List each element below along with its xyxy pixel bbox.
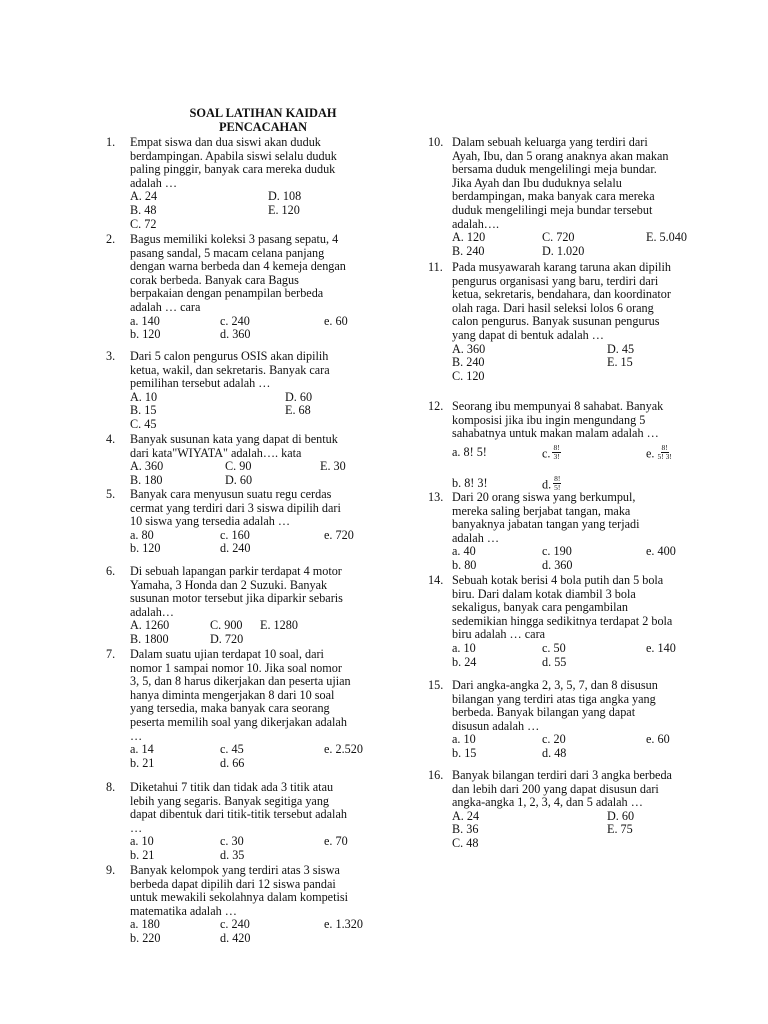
answer-option: a. 14 [130, 742, 154, 757]
answer-option: A. 360 [130, 459, 164, 474]
question-text-line: sedemikian hingga sedikitnya terdapat 2 bola [452, 613, 673, 628]
question-text-line: adalah … [130, 175, 178, 190]
question-11 [428, 261, 720, 383]
answer-option: d. 48 [542, 745, 567, 760]
answer-options [130, 918, 398, 945]
answer-option: D. 1.020 [542, 243, 585, 258]
answer-option: B. 48 [130, 202, 157, 217]
question-text-line: Dalam suatu ujian terdapat 10 soal, dari [130, 647, 324, 661]
fraction: $\frac{8!}{5! 3!}$ [657, 442, 672, 461]
question-text-line: biru. Dari dalam kotak diambil 3 bola [452, 586, 636, 601]
answer-option: E. 1280 [260, 618, 298, 633]
answer-option: D. 60 [225, 472, 253, 487]
question-text-line: calon pengurus. Banyak susunan pengurus [452, 314, 660, 329]
question-text-line: Ayah, Ibu, dan 5 orang anaknya akan makan [452, 148, 669, 163]
answer-option: e. 400 [646, 544, 676, 559]
answer-option: C. 720 [542, 230, 575, 245]
question-text-line: biru adalah … cara [452, 627, 546, 642]
question-text-line: untuk mewakili sekolahnya dalam kompetisi [130, 890, 348, 905]
question-number: 14. [428, 573, 444, 587]
answer-option: d. 360 [220, 327, 251, 342]
answer-option: D. 60 [607, 808, 635, 823]
question-text-line: Diketahui 7 titik dan tidak ada 3 titik atau [130, 780, 334, 794]
question-text-line: Seorang ibu mempunyai 8 sahabat. Banyak [452, 399, 664, 413]
question-text [452, 136, 720, 231]
answer-options [130, 835, 398, 862]
question-text-line: dan lebih dari 200 yang dapat disusun dari [452, 781, 659, 796]
answer-option: e. 60 [324, 313, 348, 328]
answer-option: E. 30 [320, 459, 346, 474]
question-text-line: cermat yang terdiri dari 3 siswa dipilih dari [130, 500, 341, 515]
answer-option: d. $\frac{8!}{5!}$ [542, 473, 561, 492]
question-text-line: angka-angka 1, 2, 3, 4, dan 5 adalah … [452, 795, 643, 810]
question-text [452, 400, 720, 441]
answer-option: b. 21 [130, 755, 155, 770]
answer-option: b. 120 [130, 327, 161, 342]
question-number: 13. [428, 490, 444, 504]
question-text-line: adalah…. [452, 216, 500, 231]
answer-option: c. 20 [542, 732, 566, 747]
question-text [130, 488, 398, 529]
question-number: 16. [428, 768, 444, 782]
answer-option: C. 72 [130, 216, 157, 231]
answer-option: c. 240 [220, 313, 250, 328]
question-3 [106, 350, 398, 432]
question-5 [106, 488, 398, 556]
question-text-line: sahabatnya untuk makan malam adalah … [452, 426, 659, 441]
question-number: 2. [106, 232, 116, 246]
answer-option: d. 35 [220, 847, 245, 862]
question-text-line: Dari 5 calon pengurus OSIS akan dipilih [130, 349, 329, 363]
answer-option: e. 70 [324, 834, 348, 849]
answer-option: c. 240 [220, 917, 250, 932]
document-title [108, 106, 418, 134]
answer-option: B. 180 [130, 472, 163, 487]
answer-option: A. 10 [130, 389, 158, 404]
question-text-line: pasang sandal, 5 macam celana panjang [130, 245, 325, 260]
answer-option: A. 24 [452, 808, 480, 823]
question-text-line: 10 siswa yang tersedia adalah … [130, 514, 291, 529]
question-text-line: Banyak bilangan terdiri dari 3 angka berbeda [452, 768, 672, 782]
question-number: 3. [106, 349, 116, 363]
answer-option: d. 360 [542, 557, 573, 572]
question-text-line: berbeda dapat dipilih dari 12 siswa pandai [130, 876, 336, 891]
answer-option: e. 140 [646, 640, 676, 655]
question-text-line: sekaligus, banyak cara pengambilan [452, 600, 628, 615]
question-1 [106, 136, 398, 231]
answer-option: b. 220 [130, 930, 161, 945]
question-text [130, 648, 398, 743]
answer-option: c. 160 [220, 527, 250, 542]
question-text-line: berdampingan. Apabila siswi selalu duduk [130, 148, 337, 163]
answer-option: E. 68 [285, 403, 311, 418]
question-text [130, 136, 398, 190]
answer-option: c. 45 [220, 742, 244, 757]
answer-option: b. 24 [452, 654, 477, 669]
question-number: 12. [428, 399, 444, 413]
answer-option: c. $\frac{8!}{3!}$ [542, 442, 560, 461]
answer-option: e. 720 [324, 527, 354, 542]
question-text-line: Jika Ayah dan Ibu duduknya selalu [452, 175, 622, 190]
question-text-line: … [130, 820, 143, 835]
answer-option: d. 55 [542, 654, 567, 669]
question-number: 15. [428, 678, 444, 692]
fraction: $\frac{8!}{3!}$ [553, 442, 560, 461]
question-text [452, 769, 720, 810]
answer-options [130, 315, 398, 342]
answer-option: E. 15 [607, 355, 633, 370]
question-text-line: ketua, wakil, dan sekretaris. Banyak cara [130, 362, 330, 377]
question-text-line: paling pinggir, banyak cara mereka duduk [130, 162, 336, 177]
answer-option: a. 80 [130, 527, 154, 542]
answer-option: C. 900 [210, 618, 243, 633]
answer-option: c. 50 [542, 640, 566, 655]
question-4 [106, 433, 398, 487]
question-number: 6. [106, 564, 116, 578]
answer-option: e. $\frac{8!}{5! 3!}$ [646, 442, 672, 461]
question-6 [106, 565, 398, 647]
answer-option: e. 1.320 [324, 917, 363, 932]
question-text-line: berpakaian dengan penampilan berbeda [130, 286, 324, 301]
question-text [452, 679, 720, 733]
question-text-line: Dari angka-angka 2, 3, 5, 7, dan 8 disusun [452, 678, 658, 692]
question-text-line: Yamaha, 3 Honda dan 2 Suzuki. Banyak [130, 577, 328, 592]
question-text-line: matematika adalah … [130, 903, 237, 918]
answer-options [452, 642, 720, 669]
question-text [130, 350, 398, 391]
answer-option: b. 80 [452, 557, 477, 572]
answer-options [452, 733, 720, 760]
answer-option: a. 10 [130, 834, 154, 849]
answer-options [452, 545, 720, 572]
question-7 [106, 648, 398, 770]
question-text-line: lebih yang segaris. Banyak segitiga yang [130, 793, 330, 808]
question-text-line: mereka saling berjabat tangan, maka [452, 503, 631, 518]
answer-options [130, 190, 398, 231]
question-text-line: Empat siswa dan dua siswi akan duduk [130, 135, 321, 149]
answer-options [130, 529, 398, 556]
question-12 [428, 400, 720, 499]
question-text-line: disusun adalah … [452, 718, 540, 733]
question-16 [428, 769, 720, 851]
fraction: $\frac{8!}{5!}$ [554, 473, 561, 492]
question-text-line: berbeda. Banyak bilangan yang dapat [452, 705, 636, 720]
question-text [452, 261, 720, 343]
question-text [452, 491, 720, 545]
answer-option: C. 120 [452, 368, 485, 383]
question-text-line: susunan motor tersebut jika diparkir sebaris [130, 591, 343, 606]
question-text-line: banyaknya jabatan tangan yang terjadi [452, 517, 640, 532]
question-8 [106, 781, 398, 863]
question-text-line: corak berbeda. Banyak cara Bagus [130, 272, 299, 287]
question-text-line: Dari 20 orang siswa yang berkumpul, [452, 490, 636, 504]
answer-option: d. 66 [220, 755, 245, 770]
question-text-line: adalah… [130, 604, 174, 619]
answer-option: B. 36 [452, 822, 479, 837]
question-13 [428, 491, 720, 573]
answer-options [130, 619, 398, 646]
answer-options [452, 231, 720, 258]
question-text-line: … [130, 728, 143, 743]
answer-options [130, 391, 398, 432]
question-text [130, 565, 398, 619]
question-text-line: adalah … cara [130, 299, 201, 314]
answer-option: c. 190 [542, 544, 572, 559]
answer-option: D. 108 [268, 189, 302, 204]
answer-option: a. 180 [130, 917, 160, 932]
answer-option: B. 240 [452, 243, 485, 258]
question-number: 11. [428, 260, 443, 274]
answer-option: d. 240 [220, 541, 251, 556]
question-text-line: Di sebuah lapangan parkir terdapat 4 motor [130, 564, 342, 578]
answer-option: E. 120 [268, 202, 300, 217]
answer-options [452, 810, 720, 851]
question-text-line: dapat dibentuk dari titik-titik tersebut adalah [130, 807, 347, 822]
answer-option: a. 40 [452, 544, 476, 559]
question-text-line: 3, 5, dan 8 harus dikerjakan dan peserta ujian [130, 674, 351, 689]
answer-option: C. 48 [452, 835, 479, 850]
question-text-line: peserta memilih soal yang dikerjakan adalah [130, 714, 347, 729]
question-text [130, 433, 398, 460]
question-text-line: yang tersedia, maka banyak cara seorang [130, 701, 330, 716]
question-text-line: Banyak kelompok yang terdiri atas 3 siswa [130, 863, 340, 877]
question-text-line: nomor 1 sampai nomor 10. Jika soal nomor [130, 660, 342, 675]
question-10 [428, 136, 720, 258]
question-text [130, 233, 398, 315]
question-15 [428, 679, 720, 761]
question-text [452, 574, 720, 642]
question-14 [428, 574, 720, 669]
answer-option: e. 2.520 [324, 742, 363, 757]
answer-option: c. 30 [220, 834, 244, 849]
answer-option: b. 120 [130, 541, 161, 556]
answer-option: b. 21 [130, 847, 155, 862]
question-text-line: Banyak susunan kata yang dapat di bentuk [130, 432, 338, 446]
answer-option: B. 1800 [130, 631, 169, 646]
question-text-line: duduk mengelilingi meja bundar tersebut [452, 202, 653, 217]
question-number: 4. [106, 432, 116, 446]
answer-option: B. 240 [452, 355, 485, 370]
question-number: 1. [106, 135, 116, 149]
question-text-line: olah raga. Dari hasil seleksi lolos 6 orang [452, 300, 654, 315]
question-text-line: dengan warna berbeda dan 4 kemeja dengan [130, 259, 346, 274]
answer-option: b. 15 [452, 745, 477, 760]
title-line-1: SOAL LATIHAN KAIDAH [189, 106, 337, 120]
question-text-line: bersama duduk mengelilingi meja bundar. [452, 162, 657, 177]
question-number: 5. [106, 487, 116, 501]
question-text-line: Dalam sebuah keluarga yang terdiri dari [452, 135, 648, 149]
answer-option: D. 60 [285, 389, 313, 404]
question-text-line: yang dapat di bentuk adalah … [452, 327, 604, 342]
question-text-line: hanya diminta mengerjakan 8 dari 10 soal [130, 687, 335, 702]
question-number: 7. [106, 647, 116, 661]
answer-option: A. 360 [452, 341, 486, 356]
question-number: 10. [428, 135, 444, 149]
answer-option: D. 45 [607, 341, 635, 356]
answer-option: A. 24 [130, 189, 158, 204]
answer-option: E. 75 [607, 822, 633, 837]
question-number: 9. [106, 863, 116, 877]
answer-option: B. 15 [130, 403, 157, 418]
answer-option: A. 1260 [130, 618, 170, 633]
question-text-line: berdampingan, maka banyak cara mereka [452, 189, 655, 204]
question-text-line: adalah … [452, 530, 500, 545]
question-2 [106, 233, 398, 342]
answer-option: a. 140 [130, 313, 160, 328]
answer-option: E. 5.040 [646, 230, 687, 245]
question-text-line: Banyak cara menyusun suatu regu cerdas [130, 487, 332, 501]
answer-option: C. 90 [225, 459, 252, 474]
question-text [130, 864, 398, 918]
answer-option: A. 120 [452, 230, 486, 245]
question-9 [106, 864, 398, 946]
question-text-line: Pada musyawarah karang taruna akan dipilih [452, 260, 671, 274]
question-text-line: ketua, sekretaris, bendahara, dan koordinator [452, 287, 671, 302]
question-text-line: dari kata"WIYATA" adalah…. kata [130, 445, 302, 460]
answer-option: a. 10 [452, 732, 476, 747]
answer-options [130, 743, 398, 770]
question-text-line: bilangan yang terdiri atas tiga angka yang [452, 691, 656, 706]
question-text-line: komposisi jika ibu ingin mengundang 5 [452, 412, 646, 427]
answer-option: a. 8! 5! [452, 444, 487, 459]
answer-option: d. 420 [220, 930, 251, 945]
answer-option: e. 60 [646, 732, 670, 747]
question-text [130, 781, 398, 835]
answer-option: D. 720 [210, 631, 244, 646]
answer-option: a. 10 [452, 640, 476, 655]
answer-options [452, 343, 720, 384]
question-number: 8. [106, 780, 116, 794]
question-text-line: Sebuah kotak berisi 4 bola putih dan 5 bola [452, 573, 664, 587]
answer-options [130, 460, 398, 487]
question-text-line: pengurus organisasi yang baru, terdiri dari [452, 273, 659, 288]
title-line-2: PENCACAHAN [218, 120, 308, 134]
question-text-line: Bagus memiliki koleksi 3 pasang sepatu, 4 [130, 232, 339, 246]
answer-option: C. 45 [130, 416, 157, 431]
question-text-line: pemilihan tersebut adalah … [130, 376, 271, 391]
answer-option: b. 8! 3! [452, 475, 488, 490]
